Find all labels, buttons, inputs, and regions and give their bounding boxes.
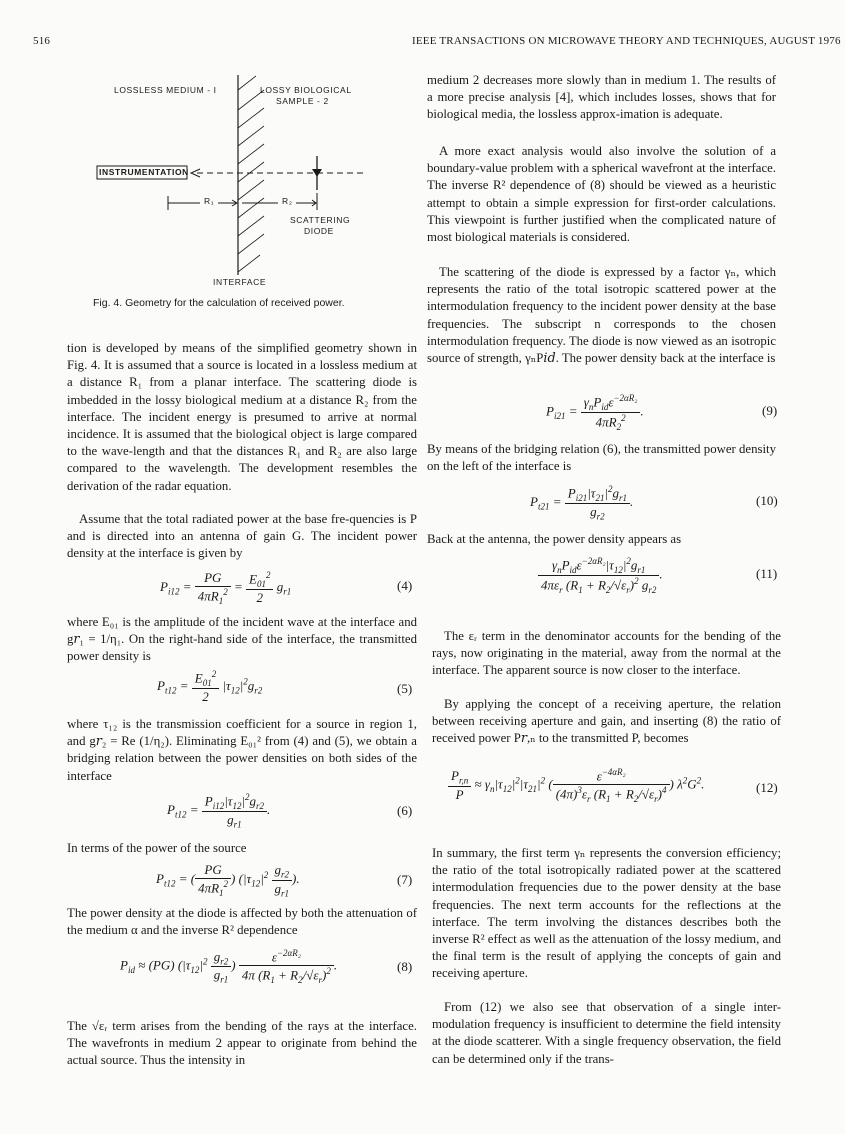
right-para-1: medium 2 decreases more slowly than in medium 1. The results of a more precise analysis [4], which includes losses, shows that for biological media, the lossless approx-imation is adequate. — [427, 73, 776, 122]
equation-7: $P_{t12}$ = ( $\frac{PG}{4\pi R_1^2}$ ) ($|\tau_{12}|^2$ $\frac{g_{r2}}{g_{r1}}$ ). — [156, 862, 300, 899]
equation-11: $\frac{\gamma_nP_{id}\varepsilon^{-2\alpha R_2}|\tau_{12}|^2g_{r1}}{4\pi\varepsilon_r (R_1 + R_2/√\varepsilon_r)^2 g_{r2}}$ . — [538, 556, 663, 595]
equation-9: $P_{i21}$ = $\frac{\gamma_nP_{id}\varepsilon^{-2\alpha R_2}}{4\pi R_2^2}$ . — [546, 393, 644, 432]
equation-5: $P_{t12}$ = $\frac{E_{01}^2}{2}$ $|\tau_{12}|^2g_{r2}$ — [157, 669, 263, 704]
label-scattering: SCATTERING — [290, 215, 351, 225]
page-number: 516 — [33, 35, 51, 47]
equation-6: $P_{t12}$ = $\frac{P_{i12}|\tau_{12}|^2g_{r2}}{g_{r1}}$ . — [167, 792, 271, 830]
label-lossy-sample: LOSSY BIOLOGICAL — [260, 85, 352, 95]
right-para-8: In summary, the first term γₙ represents the conversion efficiency; the ratio of the total isotropically radiated power at the scattered intermodulation frequencies due to the power density at the base frequencies. The next term accounts for the reflections at the interface. The term involving the distances describes both the inverse R² effect as well as the attenuation of the lossy medium, and the final term is the result of applying the concepts of gain and receiving aperture. — [432, 846, 781, 981]
running-header: IEEE TRANSACTIONS ON MICROWAVE THEORY AND TECHNIQUES, AUGUST 1976 — [412, 35, 841, 47]
label-interface: INTERFACE — [213, 277, 267, 287]
equation-4: $P_{i12}$ = $\frac{PG}{4\pi R_1^2}$ = $\frac{E_{01}^2}{2}$ $g_{r1}$ — [160, 570, 292, 606]
equation-10: $P_{t21}$ = $\frac{P_{i21}|\tau_{21}|^2g_{r1}}{g_{r2}}$ . — [530, 484, 634, 522]
left-para-2: Assume that the total radiated power at the base fre-quencies is P and is directed into an antenna of gain G. The incident power density at the interface is given by — [67, 512, 417, 561]
equation-number-9: (9) — [762, 403, 778, 418]
label-r2: R₂ — [282, 196, 293, 206]
right-para-9: From (12) we also see that observation of a single inter-modulation frequency is insufficient to determine the field intensity at the diode scatterer. With a single frequency observation, the field can be determined only if the trans- — [432, 1000, 781, 1066]
label-r1: R₁ — [204, 196, 215, 206]
left-para-1: tion is developed by means of the simplified geometry shown in Fig. 4. It is assumed that a source is located in a lossless medium at a distance R₁ from a planar interface. The scattering diode is imbedded in the lossy biological medium at a distance R₂ from the interface. The incident energy is presumed to arrive at normal incidence. It is assumed that the biological object is large compared to the wave-length and that the distances R₁ and R₂ are also large compared to the wavelength. The development resembles the derivation of the radar equation. — [67, 341, 417, 493]
equation-number-6: (6) — [397, 803, 413, 818]
right-para-7: By applying the concept of a receiving aperture, the relation between receiving aperture and gain, and inserting (8) the ratio of received power P𝑟,ₙ to the transmitted P, becomes — [432, 697, 781, 746]
equation-number-10: (10) — [756, 493, 778, 508]
right-para-4: By means of the bridging relation (6), the transmitted power density on the left of the interface is — [427, 442, 776, 474]
right-para-3: The scattering of the diode is expressed by a factor γₙ, which represents the ratio of the total isotropic scattered power at the intermodulation frequency to the incident power density at the base frequencies. The subscript n corresponds to the chosen intermodulation frequency. The diode is now viewed as an isotropic source of strength, γₙP𝑖𝑑. The power density back at the interface is — [427, 265, 776, 366]
equation-number-7: (7) — [397, 872, 413, 887]
left-para-6: The power density at the diode is affected by both the attenuation of the medium α and the inverse R² dependence — [67, 906, 417, 938]
equation-number-5: (5) — [397, 681, 413, 696]
label-lossless-medium: LOSSLESS MEDIUM - I — [114, 85, 217, 95]
equation-number-8: (8) — [397, 959, 413, 974]
equation-number-12: (12) — [756, 780, 778, 795]
geometry-diagram — [60, 70, 400, 290]
equation-number-4: (4) — [397, 578, 413, 593]
right-para-2: A more exact analysis would also involve the solution of a boundary-value problem with a spherical wavefront at the interface. The inverse R² dependence of (8) should be viewed as a heuristic attempt to obtain a simple expression for first-order calculations. This viewpoint is further justified when the complicated nature of most biological materials is considered. — [427, 144, 776, 245]
label-instrumentation: INSTRUMENTATION — [99, 167, 189, 177]
equation-12: $\frac{P_{r,n}}{P}$ ≈ $\gamma_n|\tau_{12}|^2|\tau_{21}|^2$ ( $\frac{\varepsilon^{-4\alpha R_2}}{(4\pi)^3\varepsilon_r (R_1 + R_2/√\varepsilon_r)^4}$ ) $\lambda^2G^2$. — [448, 767, 704, 804]
equation-8: $P_{id} \approx (PG)$ ($|\tau_{12}|^2$ $\frac{g_{r2}}{g_{r1}}$ ) $\frac{\varepsilon^{-2\alpha R_2}}{4\pi (R_1 + R_2/√\varepsilon_r)^2}$ . — [120, 948, 338, 986]
label-lossy-sample-2: SAMPLE - 2 — [276, 96, 329, 106]
figure-caption: Fig. 4. Geometry for the calculation of received power. — [93, 297, 345, 309]
left-para-4: where τ₁₂ is the transmission coefficient for a source in region 1, and g𝑟₂ = Re (1/η₂). Eliminating E₀₁² from (4) and (5), we obtain a bridging relation between the power densities on both sides of the interface — [67, 717, 417, 783]
right-para-5: Back at the antenna, the power density appears as — [427, 532, 682, 546]
left-para-7: The √εᵣ term arises from the bending of the rays at the interface. The wavefronts in medium 2 appear to originate from behind the actual source. Thus the intensity in — [67, 1019, 417, 1068]
equation-number-11: (11) — [756, 566, 778, 581]
left-para-5: In terms of the power of the source — [67, 841, 247, 855]
left-para-3: where E₀₁ is the amplitude of the incident wave at the interface and g𝑟₁ = 1/η₁. On the right-hand side of the interface, the transmitted power density is — [67, 615, 417, 664]
label-diode: DIODE — [304, 226, 334, 236]
right-para-6: The εᵣ term in the denominator accounts for the bending of the rays, now originating in the material, away from the normal at the interface. The apparent source is now closer to the interface. — [432, 629, 781, 678]
